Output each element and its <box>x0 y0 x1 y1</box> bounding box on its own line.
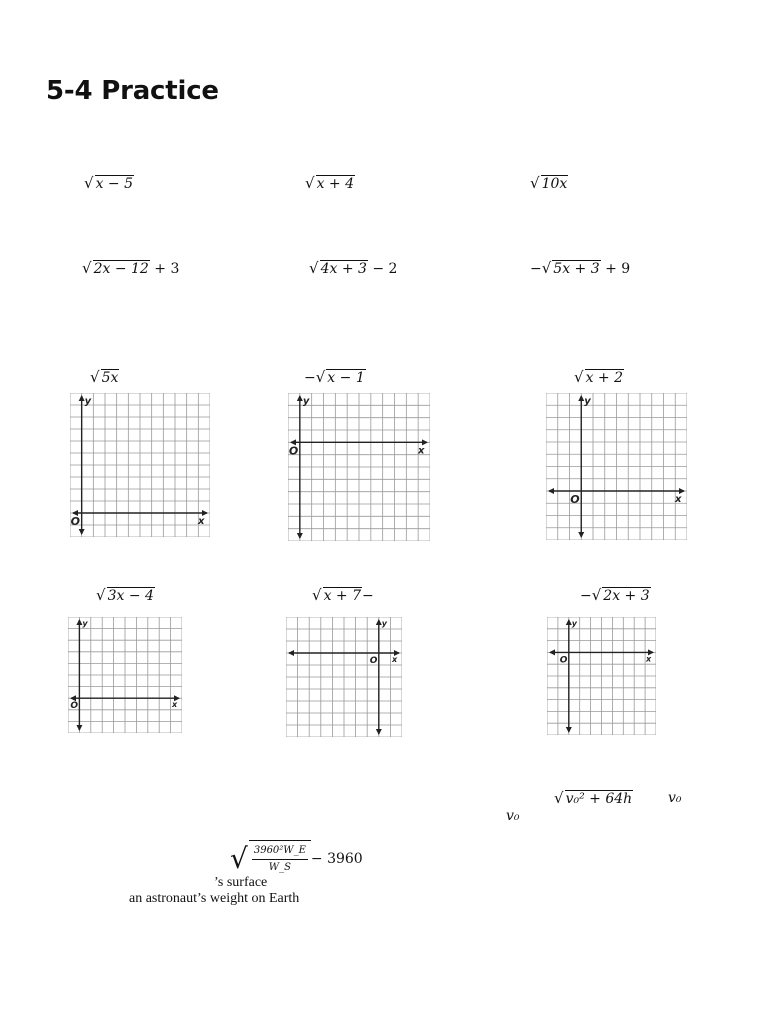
origin-label: O <box>70 515 81 528</box>
velocity-var-right: v₀ <box>668 790 682 806</box>
coordinate-grid-5[interactable] <box>286 617 402 737</box>
coordinate-grid-1[interactable] <box>70 393 210 537</box>
graph-label-5: √ x + 7 − <box>312 586 374 604</box>
astronaut-formula: √ $\frac{\text{3960²W\_E}}{W\_S}$ − 3960 <box>230 840 363 878</box>
y-axis-label: y <box>571 619 578 628</box>
x-axis-label: x <box>392 655 398 664</box>
expr-r1c1: √ x − 5 <box>84 174 133 192</box>
x-axis-label: x <box>675 494 682 505</box>
expr-r2c2: √ 4x + 3 − 2 <box>309 259 398 277</box>
expr-r1c2: √ x + 4 <box>305 174 354 192</box>
graph-label-1: √ 5x <box>90 368 119 386</box>
y-axis-label: y <box>381 619 388 628</box>
y-axis-label: y <box>302 396 310 407</box>
graph-label-2: − √ x − 1 <box>304 368 365 386</box>
astronaut-text-2: an astronaut’s weight on Earth <box>129 891 300 906</box>
x-axis-label: x <box>172 700 178 710</box>
expr-r2c1: √ 2x − 12 + 3 <box>82 259 180 277</box>
x-axis-label: x <box>646 654 652 664</box>
graph-label-4: √ 3x − 4 <box>96 586 154 604</box>
graph-label-3: √ x + 2 <box>574 368 623 386</box>
origin-label: O <box>570 493 580 506</box>
graph-label-6: − √ 2x + 3 <box>580 586 650 604</box>
y-axis-label: y <box>82 619 88 628</box>
coordinate-grid-2[interactable] <box>288 393 430 541</box>
velocity-formula: √ v₀² + 64h <box>554 789 633 807</box>
expr-r2c3: − √ 5x + 3 + 9 <box>530 259 631 277</box>
origin-label: O <box>70 701 79 712</box>
coordinate-grid-6[interactable] <box>547 617 656 735</box>
origin-label: O <box>559 655 568 666</box>
origin-label: O <box>288 444 299 458</box>
expr-r1c3: √ 10x <box>530 174 568 192</box>
page-title: 5-4 Practice <box>46 76 219 106</box>
x-axis-label: x <box>198 516 205 527</box>
x-axis-label: x <box>418 445 425 457</box>
origin-label: O <box>369 656 378 666</box>
astronaut-text-1: ’s surface <box>214 875 268 890</box>
y-axis-label: y <box>584 396 591 407</box>
coordinate-grid-4[interactable] <box>68 617 182 733</box>
coordinate-grid-3[interactable] <box>546 393 687 540</box>
velocity-var-left: v₀ <box>506 808 520 824</box>
y-axis-label: y <box>84 396 92 407</box>
